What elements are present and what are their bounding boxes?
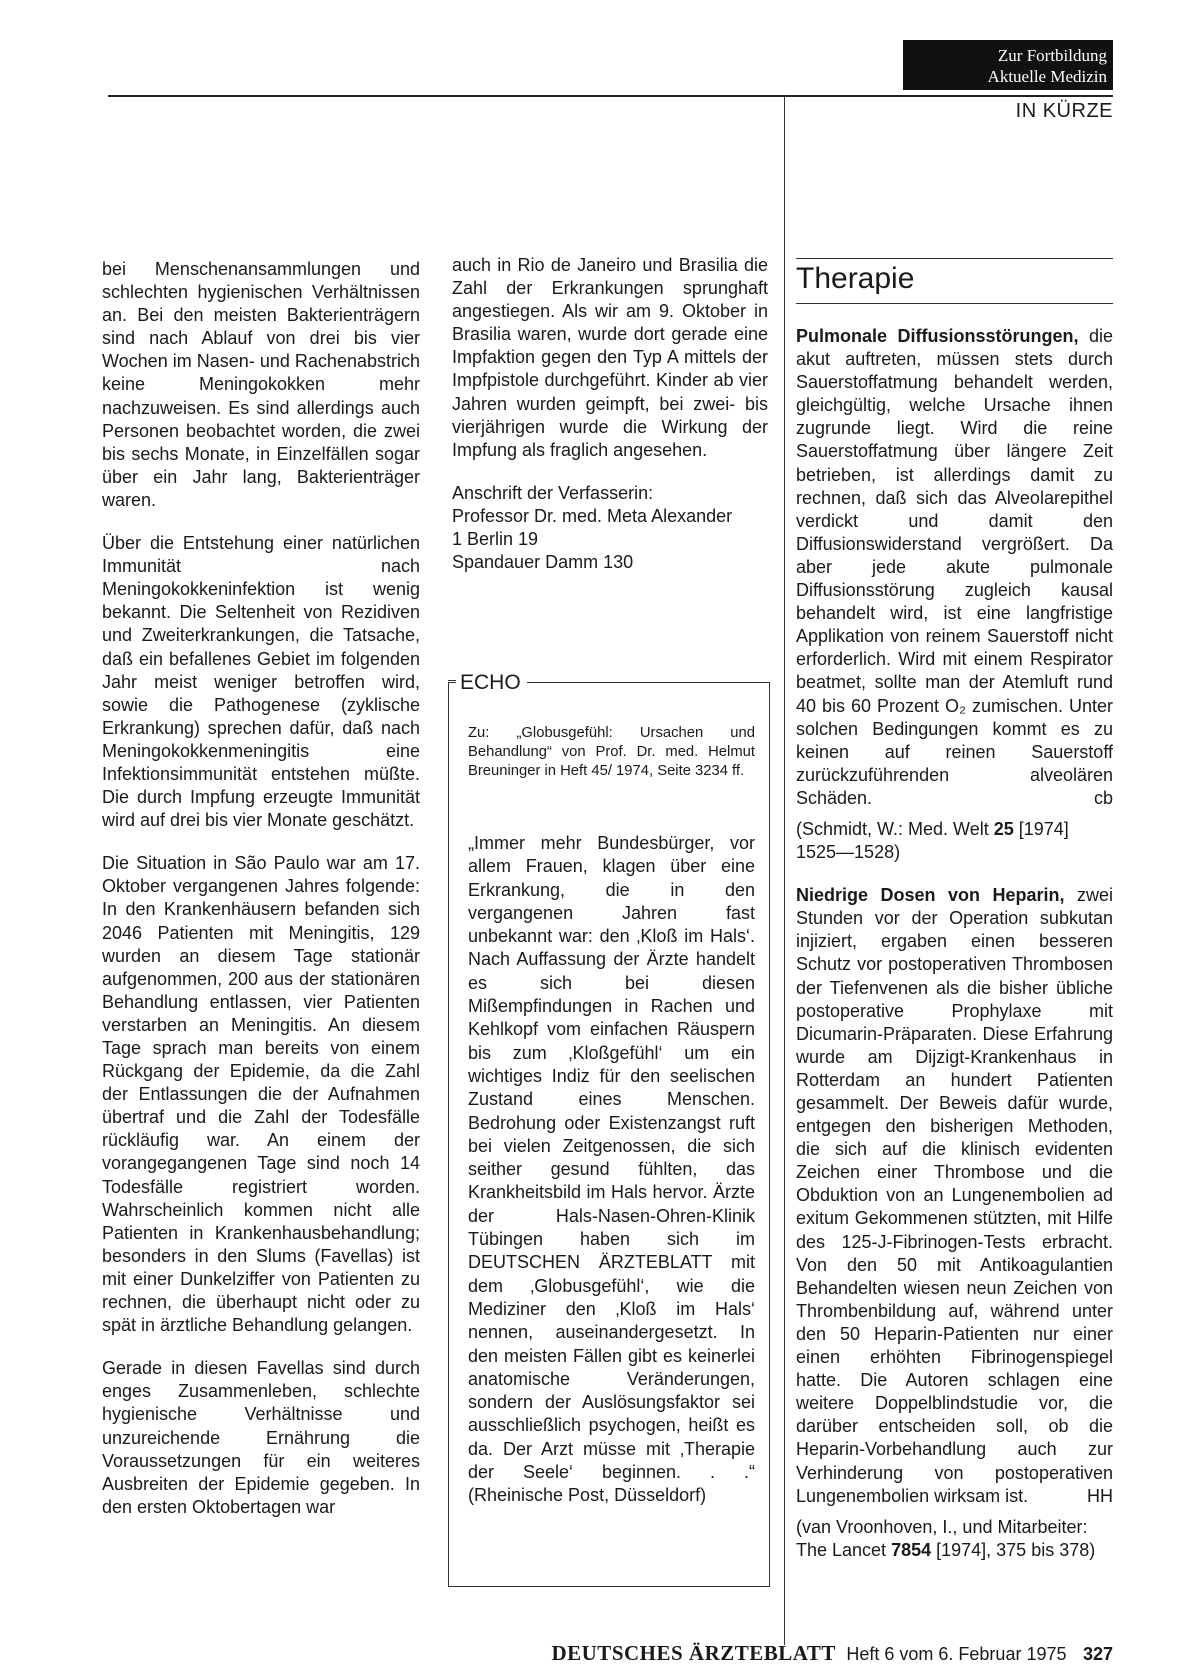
source-text: [1974] 1525—1528)	[796, 818, 1069, 863]
address-name: Professor Dr. med. Meta Alexander	[452, 505, 733, 526]
paragraph: Die Situation in São Paulo war am 17. Oktober vergangenen Jahres folgende: In den Krankenhäusern befanden sich 2046 Patienten mit Meningitis, 129 wurden an diesem Tage stationär aufgenommen, 200 aus der stationären Behandlung entlassen, vier Patienten verstarben an Meningitis. An diesem Tage sprach man bereits von einem Rückgang der Epidemie, da die Zahl der Entlassungen die der Aufnahmen übertraf und die Zahl der Todesfälle rückläufig war. An einem der vorangegangenen Tage sind noch 14 Todesfälle registriert worden. Wahrscheinlich kommen nicht alle Patienten in Krankenhausbehandlung; besonders in den Slums (Favellas) ist mit einer Dunkelziffer von Patienten zu rechnen, die überhaupt nicht oder zu spät in ärztliche Behandlung gelangen.	[102, 853, 420, 1336]
echo-label: ECHO	[456, 671, 527, 695]
item-source	[796, 818, 1113, 864]
source-text: (Schmidt, W.: Med. Welt	[796, 818, 994, 839]
item-text: die akut auftreten, müssen stets durch Sauerstoffatmung behandelt werden, gleichgültig, welche Ursache ihnen zugrunde liegt. Wird die reine Sauerstoffatmung über längere Zeit betrieben, ist allerdings damit zu rechnen, daß sich das Alveolarepithel verdickt und damit den Diffusionswiderstand vergrößert. Da aber jede akute pulmonale Diffusionsstörung zugleich kausal behandelt wird, ist eine langfristige Applikation von reinem Sauerstoff nicht erforderlich. Wird mit einem Respirator beatmet, sollte man der Atemluft rund 40 bis 60 Prozent O₂ zumischen. Unter solchen Bedingungen kommt es zu keinen auf reinen Sauerstoff zurückzuführenden alveolären Schäden.	[796, 326, 1113, 808]
therapie-column	[796, 325, 1113, 1582]
address-label: Anschrift der Verfasserin:	[452, 482, 654, 503]
page-footer	[480, 1641, 1113, 1666]
author-address	[452, 482, 768, 574]
section-label-medizin: Aktuelle Medizin	[987, 67, 1107, 86]
issue-info: Heft 6 vom 6. Februar 1975	[846, 1644, 1067, 1664]
therapie-item-diffusion	[796, 325, 1113, 810]
address-city: 1 Berlin 19	[452, 529, 539, 550]
item-lead: Niedrige Dosen von Heparin,	[796, 885, 1065, 906]
item-source	[796, 1516, 1113, 1562]
source-text: [1974], 375 bis 378)	[931, 1539, 1096, 1560]
item-text: zwei Stunden vor der Operation subkutan injiziert, ergaben einen besseren Schutz vor postoperativen Thrombosen der Tiefenvenen als die bisher übliche postoperative Prophylaxe mit Dicumarin-Präparaten. Diese Erfahrung wurde am Dijzigt-Krankenhaus in Rotterdam an hundert Patienten gesammelt. Der Beweis dafür wurde, entgegen den bisherigen Methoden, die sich auf die klinisch evidenten Zeichen einer Thrombose und die Obduktion von an Lungenembolien ad exitum Gekommenen stützten, mit Hilfe des 125-J-Fibrinogen-Tests erbracht. Von den 50 mit Antikoagulantien Behandelten wiesen neun Zeichen von Thrombenbildung auf, während unter den 50 Heparin-Patienten nur einer einen erhöhten Fibrinogenspiegel hatte. Die Autoren schlagen eine weitere Doppelblindstudie vor, die darüber entscheiden soll, ob die Heparin-Vorbehandlung auch zur Verhinderung von postoperativen Lungenembolien wirksam ist.	[796, 885, 1113, 1506]
echo-text: „Immer mehr Bundesbürger, vor allem Frauen, klagen über eine Erkrankung, die in den vergangenen Jahren fast unbekannt war: den ‚Kloß im Hals‘. Nach Auffassung der Ärzte handelt es sich bei diesen Mißempfindungen in Rachen und Kehlkopf vom einfachen Räuspern bis zum ‚Kloßgefühl‘ um ein wichtiges Indiz für den seelischen Zustand eines Menschen. Bedrohung oder Existenzangst ruft bei vielen Zeitgenossen, die sich seither gesund fühlten, das Krankheitsbild im Hals hervor. Ärzte der Hals-Nasen-Ohren-Klinik Tübingen haben sich im DEUTSCHEN ÄRZTEBLATT mit dem ‚Globusgefühl‘, wie die Mediziner den ‚Kloß im Hals‘ nennen, auseinandergesetzt. In den meisten Fällen gibt es keinerlei anatomische Veränderungen, sondern der Auslösungsfaktor sei ausschließlich psychogen, heißt es da. Der Arzt müsse mit ‚Therapie der Seele‘ beginnen. . .“ (Rheinische Post, Düsseldorf)	[468, 833, 755, 1506]
therapie-rule-top	[796, 258, 1113, 259]
section-header-box	[903, 40, 1113, 90]
paragraph: Über die Entstehung einer natürlichen Immunität nach Meningokokkeninfektion ist wenig bekannt. Die Seltenheit von Rezidiven und Zweiterkrankungen, die Tatsache, daß ein befallenes Gebiet im folgenden Jahr meist weniger betroffen wird, sowie die Pathogenese (zyklische Erkrankung) sprechen dafür, daß nach Meningokokkenmeningitis eine Infektionsimmunität entstehen müßte. Die durch Impfung erzeugte Immunität wird auf drei bis vier Monate geschätzt.	[102, 533, 420, 831]
item-lead: Pulmonale Diffusionsstörungen,	[796, 326, 1079, 346]
section-label-fortbildung: Zur Fortbildung	[997, 46, 1107, 65]
paragraph: Gerade in diesen Favellas sind durch enges Zusammenleben, schlechte hygienische Verhältnisse und unzureichende Ernährung die Voraussetzungen für ein weiteres Ausbreiten der Epidemie gegeben. In den ersten Oktobertagen war	[102, 1358, 420, 1517]
article-column-2	[452, 254, 768, 574]
page-number: 327	[1082, 1644, 1113, 1664]
item-signature: cb	[1093, 787, 1113, 808]
article-column-1	[102, 258, 420, 1539]
column-divider	[784, 95, 785, 1645]
address-street: Spandauer Damm 130	[452, 552, 634, 573]
header-rule	[108, 95, 1113, 97]
item-signature: HH	[1087, 1485, 1113, 1506]
source-volume: 7854	[891, 1539, 932, 1560]
paragraph: bei Menschenansammlungen und schlechten hygienischen Verhältnissen an. Bei den meisten Bakterienträgern sind nach Ablauf von drei bis vier Wochen im Nasen- und Rachenabstrich keine Meningokokken mehr nachzuweisen. Es sind allerdings auch Personen beobachtet worden, die zwei bis sechs Monate, in Einzelfällen sogar über ein Jahr lang, Bakterienträger waren.	[102, 259, 420, 510]
therapie-rule-bottom	[796, 303, 1113, 304]
therapie-item-heparin	[796, 884, 1113, 1508]
therapie-heading: Therapie	[796, 262, 915, 295]
source-text: (van Vroonhoven, I., und Mitarbeiter: The Lancet	[796, 1516, 1088, 1560]
echo-intro: Zu: „Globusgefühl: Ursachen und Behandlung“ von Prof. Dr. med. Helmut Breuninger in Heft 45/ 1974, Seite 3234 ff.	[468, 725, 755, 779]
journal-name: DEUTSCHES ÄRZTEBLATT	[551, 1641, 836, 1665]
in-kurze-label: IN KÜRZE	[1015, 100, 1113, 122]
paragraph: auch in Rio de Janeiro und Brasilia die Zahl der Erkrankungen sprunghaft angestiegen. Als wir am 9. Oktober in Brasilia waren, wurde dort gerade eine Impfaktion gegen den Typ A mittels der Impfpistole durchgeführt. Kinder ab vier Jahren wurden geimpft, bei zwei- bis vierjährigen wurde die Wirkung der Impfung als fraglich angesehen.	[452, 255, 768, 460]
source-volume: 25	[993, 818, 1014, 839]
